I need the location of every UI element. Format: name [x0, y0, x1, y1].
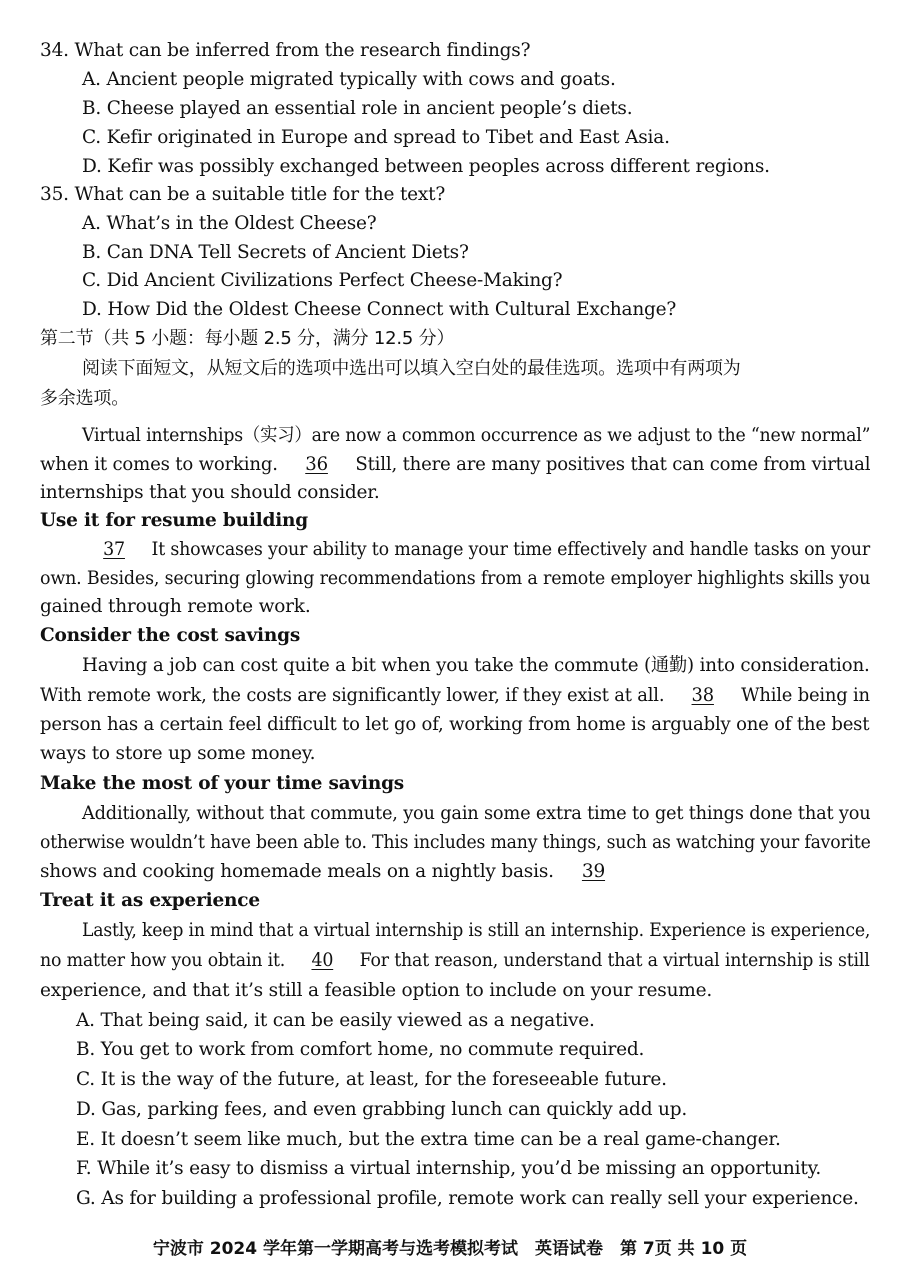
paragraph-4-line-2	[40, 949, 870, 973]
choice-b: B. You get to work from comfort home, no commute required.	[76, 1039, 645, 1060]
blank-36: 36	[305, 454, 328, 475]
question-34-option-a: A. Ancient people migrated typically with cows and goats.	[82, 69, 616, 90]
choice-f: F. While it’s easy to dismiss a virtual internship, you’d be missing an opportunity.	[76, 1158, 822, 1179]
paragraph-3-text: shows and cooking homemade meals on a nightly basis.	[40, 861, 554, 882]
paragraph-2-text-a: With remote work, the costs are significantly lower, if they exist at all.	[40, 685, 665, 706]
paragraph-2-line-1: Having a job can cost quite a bit when you take the commute (通勤) into consideration.	[82, 655, 870, 676]
paragraph-2-line-3: person has a certain feel difficult to let go of, working from home is arguably one of the best	[40, 714, 870, 735]
paragraph-1-line-2: own. Besides, securing glowing recommendations from a remote employer highlights skills you	[40, 568, 871, 589]
paragraph-1-line-1	[82, 538, 870, 562]
question-34-option-b: B. Cheese played an essential role in ancient people’s diets.	[82, 98, 633, 119]
choice-c: C. It is the way of the future, at least, for the foreseeable future.	[76, 1069, 667, 1090]
passage-intro-text-a: when it comes to working.	[40, 454, 278, 475]
question-35-option-a: A. What’s in the Oldest Cheese?	[82, 213, 377, 234]
heading-cost-savings: Consider the cost savings	[40, 625, 301, 646]
paragraph-2-line-2	[40, 684, 870, 708]
question-34-option-c: C. Kefir originated in Europe and spread to Tibet and East Asia.	[82, 127, 670, 148]
question-35-option-d: D. How Did the Oldest Cheese Connect with Cultural Exchange?	[82, 299, 677, 320]
question-34-option-d: D. Kefir was possibly exchanged between peoples across different regions.	[82, 156, 770, 177]
paragraph-3-line-1: Additionally, without that commute, you gain some extra time to get things done that you	[82, 803, 871, 824]
heading-time-savings: Make the most of your time savings	[40, 773, 405, 794]
question-35-option-b: B. Can DNA Tell Secrets of Ancient Diets?	[82, 242, 469, 263]
paragraph-4-text-b: For that reason, understand that a virtual internship is still	[359, 950, 870, 971]
paragraph-4-line-1: Lastly, keep in mind that a virtual internship is still an internship. Experience is experience,	[82, 920, 871, 941]
passage-intro-line-1: Virtual internships（实习）are now a common occurrence as we adjust to the “new normal”	[82, 425, 871, 446]
choice-g: G. As for building a professional profile, remote work can really sell your experience.	[76, 1188, 859, 1209]
paragraph-3-line-3	[40, 860, 628, 884]
paragraph-1-line-3: gained through remote work.	[40, 596, 311, 617]
heading-experience: Treat it as experience	[40, 890, 260, 911]
passage-intro-line-2	[40, 453, 870, 477]
paragraph-3-line-2: otherwise wouldn’t have been able to. This includes many things, such as watching your favorite	[40, 832, 871, 853]
heading-resume-building: Use it for resume building	[40, 510, 309, 531]
blank-39: 39	[581, 861, 606, 882]
passage-intro-text-b: Still, there are many positives that can come from virtual	[355, 454, 871, 475]
blank-38: 38	[691, 685, 714, 706]
section-instruction-1: 阅读下面短文，从短文后的选项中选出可以填入空白处的最佳选项。选项中有两项为	[82, 358, 741, 379]
choice-a: A. That being said, it can be easily viewed as a negative.	[76, 1010, 595, 1031]
choice-e: E. It doesn’t seem like much, but the extra time can be a real game-changer.	[76, 1129, 781, 1150]
section-title: 第二节（共 5 小题：每小题 2.5 分，满分 12.5 分）	[40, 328, 455, 349]
paragraph-2-text-b: While being in	[741, 685, 870, 706]
paragraph-1-text: It showcases your ability to manage your time effectively and handle tasks on your	[151, 539, 870, 560]
passage-intro-line-3: internships that you should consider.	[40, 482, 380, 503]
blank-37: 37	[103, 539, 125, 560]
question-34-stem: 34. What can be inferred from the research findings?	[40, 40, 531, 61]
page-footer: 宁波市 2024 学年第一学期高考与选考模拟考试 英语试卷 第 7页 共 10 页	[152, 1239, 748, 1259]
paragraph-4-text-a: no matter how you obtain it.	[40, 950, 286, 971]
choice-d: D. Gas, parking fees, and even grabbing lunch can quickly add up.	[76, 1099, 688, 1120]
paragraph-4-line-3: experience, and that it’s still a feasible option to include on your resume.	[40, 980, 713, 1001]
question-35-option-c: C. Did Ancient Civilizations Perfect Cheese-Making?	[82, 270, 563, 291]
blank-40: 40	[311, 950, 334, 971]
question-35-stem: 35. What can be a suitable title for the text?	[40, 184, 446, 205]
paragraph-2-line-4: ways to store up some money.	[40, 743, 316, 764]
section-instruction-2: 多余选项。	[40, 388, 129, 409]
